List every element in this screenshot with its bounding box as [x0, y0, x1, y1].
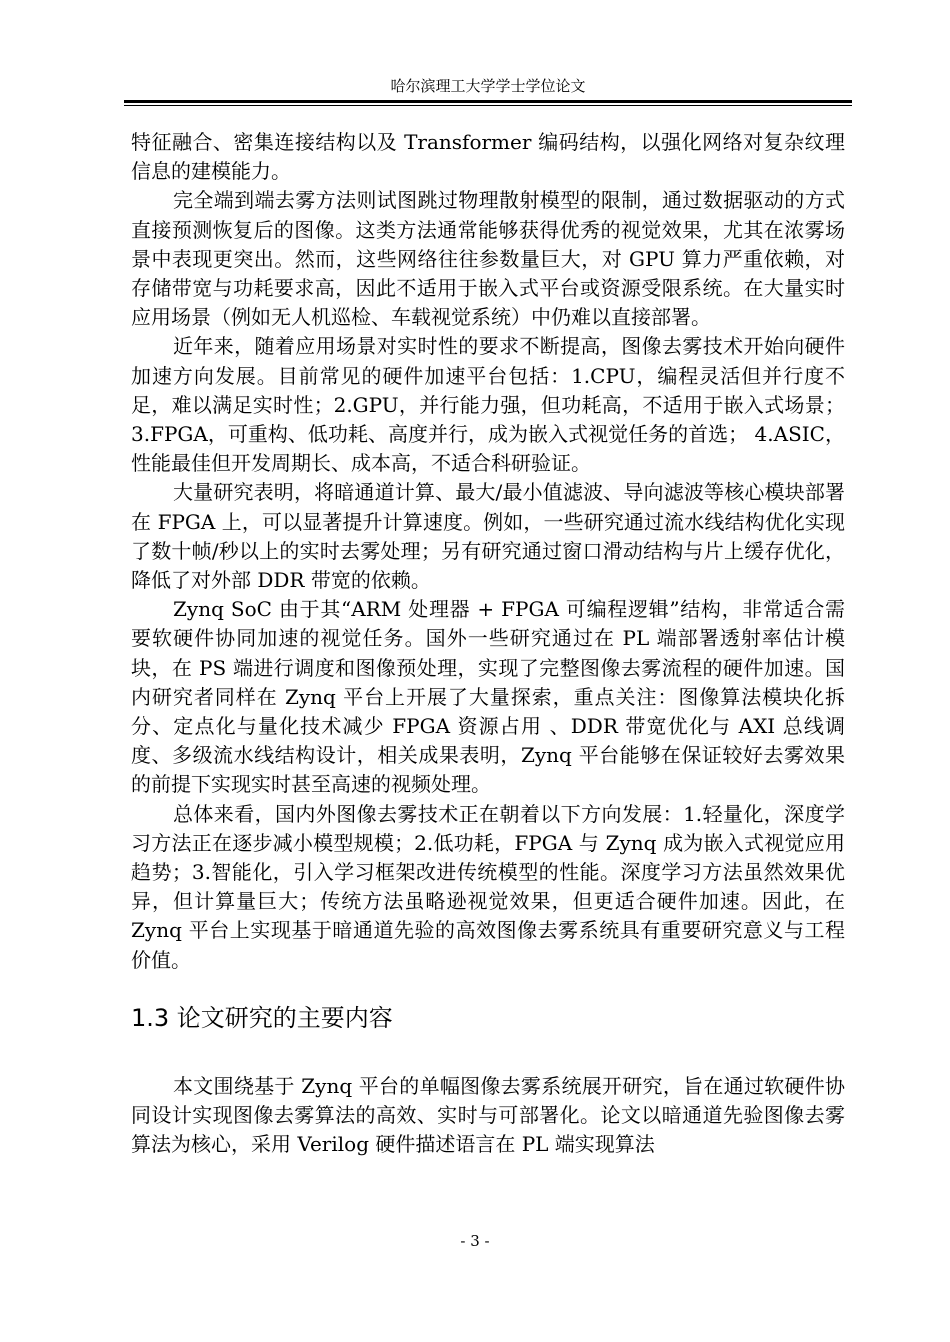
paragraph-7: 本文围绕基于 Zynq 平台的单幅图像去雾系统展开研究，旨在通过软硬件协同设计实现图像去雾算法的高效、实时与可部署化。论文以暗通道先验图像去雾算法为核心，采用 Verilog 硬件描述语言在 PL 端实现算法	[131, 1073, 845, 1157]
paragraph-4: 大量研究表明，将暗通道计算、最大/最小值滤波、导向滤波等核心模块部署在 FPGA 上，可以显著提升计算速度。例如，一些研究通过流水线结构优化实现了数十帧/秒以上的实时去雾处理；另有研究通过窗口滑动结构与片上缓存优化，降低了对外部 DDR 带宽的依赖。	[131, 480, 845, 593]
main-body-text	[131, 128, 845, 1160]
paragraph-3: 近年来，随着应用场景对实时性的要求不断提高，图像去雾技术开始向硬件加速方向发展。目前常见的硬件加速平台包括：1.CPU，编程灵活但并行度不足，难以满足实时性；2.GPU，并行能力强，但功耗高，不适用于嵌入式场景；3.FPGA，可重构、低功耗、高度并行，成为嵌入式视觉任务的首选； 4.ASIC，性能最佳但开发周期长、成本高，不适合科研验证。	[131, 334, 845, 476]
page-header-title: 哈尔滨理工大学学士学位论文	[390, 77, 586, 95]
section-heading: 1.3 论文研究的主要内容	[131, 1003, 393, 1032]
paragraph-6: 总体来看，国内外图像去雾技术正在朝着以下方向发展：1.轻量化，深度学习方法正在逐步减小模型规模；2.低功耗，FPGA 与 Zynq 成为嵌入式视觉应用趋势；3.智能化，引入学习框架改进传统模型的性能。深度学习方法虽然效果优异，但计算量巨大；传统方法虽略逊视觉效果，但更适合硬件加速。因此，在 Zynq 平台上实现基于暗通道先验的高效图像去雾系统具有重要研究意义与工程价值。	[131, 801, 845, 972]
paragraph-1: 特征融合、密集连接结构以及 Transformer 编码结构，以强化网络对复杂纹理信息的建模能力。	[131, 130, 845, 184]
paragraph-5: Zynq SoC 由于其“ARM 处理器 + FPGA 可编程逻辑”结构，非常适合需要软硬件协同加速的视觉任务。国外一些研究通过在 PL 端部署透射率估计模块，在 PS 端进行调度和图像预处理，实现了完整图像去雾流程的硬件加速。国内研究者同样在 Zynq 平台上开展了大量探索，重点关注：图像算法模块化拆分、定点化与量化技术减少 FPGA 资源占用 、DDR 带宽优化与 AXI 总线调度、多级流水线结构设计，相关成果表明，Zynq 平台能够在保证较好去雾效果的前提下实现实时甚至高速的视频处理。	[131, 597, 845, 797]
page-number: - 3 -	[460, 1232, 490, 1250]
paragraph-2: 完全端到端去雾方法则试图跳过物理散射模型的限制，通过数据驱动的方式直接预测恢复后的图像。这类方法通常能够获得优秀的视觉效果，尤其在浓雾场景中表现更突出。然而，这些网络往往参数量巨大，对 GPU 算力严重依赖，对存储带宽与功耗要求高，因此不适用于嵌入式平台或资源受限系统。在大量实时应用场景（例如无人机巡检、车载视觉系统）中仍难以直接部署。	[131, 188, 845, 330]
header-rule-thick	[124, 100, 852, 103]
header-rule-thin	[124, 105, 852, 106]
